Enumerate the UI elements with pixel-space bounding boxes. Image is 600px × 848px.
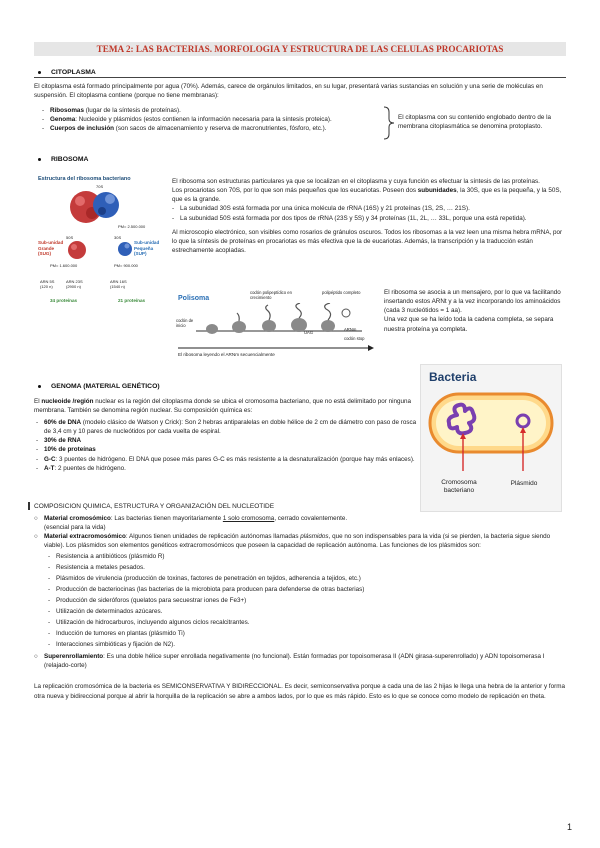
list-item: - A-T: 2 puentes de hidrógeno.	[44, 464, 424, 473]
arn-5s: ARN 5S (120 n)	[40, 279, 55, 289]
material-cromosomico: ○ Material cromosómico: Las bacterias tienen mayoritariamente 1 solo cromosoma, cerrado covalentemente.	[34, 515, 348, 522]
citoplasma-heading: CITOPLASMA	[51, 69, 96, 76]
list-item: - Utilización de determinados azúcares.	[56, 606, 566, 617]
polisoma-title: Polisoma	[178, 295, 210, 302]
citoplasma-intro: El citoplasma está formado principalmente por agua (70%). Además, carece de orgánulos limitados, en su lugar, presentará varias sustancias en solución y una serie de moléculas en suspensión. El citoplasma contiene (porque no tiene membranas):	[34, 83, 543, 100]
list-item: - Genoma: Nucleoide y plásmidos (estos contienen la información necesaria para la síntesis proteica).	[50, 115, 390, 124]
bacteria-figure	[420, 364, 562, 512]
cromosoma-label: Cromosoma bacteriano	[441, 479, 477, 494]
ribosoma-para2: Los procariotas son 70S, por lo que son más pequeños que los eucariotas. Poseen dos subunidades, la 30S, que es la pequeña, y la 50S, que es la grande.	[172, 187, 562, 204]
bacteria-title: Bacteria	[429, 370, 477, 384]
list-item: - Ribosomas (lugar de la síntesis de proteínas).	[50, 106, 390, 115]
polisoma-label: codón stop	[344, 336, 365, 341]
list-item: - La subunidad 30S está formada por una única molécula de rRNA (16S) y 21 proteínas (1S, 2S, … 21S).	[180, 204, 568, 213]
list-item: - Inducción de tumores en plantas (plásmido Ti)	[56, 628, 566, 639]
ribosome-70s-icon	[66, 185, 126, 227]
bacteria-cell-icon	[427, 391, 555, 477]
page-number: 1	[566, 821, 572, 832]
list-item: - Resistencia a antibióticos (plásmido R)	[56, 551, 566, 562]
arn-16s: ARN 16S (1540 n)	[110, 279, 127, 289]
replicacion-paragraph: La replicación cromosómica de la bacteria es SEMICONSERVATIVA Y BIDIRECCIONAL. Es decir, semiconservativa porque a cada una de las 2 hijas le llega una hebra de la anterior y forma otra nueva y bidireccional porque al abrir la horquilla de la replicación se abre a ambos lados, por lo que es más rápido. Esto es lo que se conoce como modelo de replicación en theta.	[34, 682, 565, 700]
list-item: - Cuerpos de inclusión (son sacos de almacenamiento y reserva de macronutrientes, fósforo, etc.).	[50, 124, 390, 133]
label-70s: 70S	[96, 184, 104, 189]
arrow-icon	[176, 345, 376, 351]
list-item: - 10% de proteínas	[44, 445, 424, 454]
sup-icon	[116, 240, 134, 258]
polisoma-label: polipéptido completo	[322, 290, 361, 295]
list-item: - Utilización de hidrocarburos, incluyendo algunos ciclos recalcitrantes.	[56, 617, 566, 628]
list-item: - G-C: 3 puentes de hidrógeno. El DNA que posee más pares G-C es más resistente a la desnaturalización (porque hay más enlaces).	[44, 455, 424, 464]
ribosoma-para3: Al microscopio electrónico, son visibles como rosarios de gránulos oscuros. Todos los ribosomas a la vez leen una misma hebra mRNA, por lo que la síntesis de proteínas en procariotas es más efectiva que la de eucariotas. Además, la transcripción y la traducción están estrechamente acopladas.	[172, 228, 563, 254]
polisoma-label: codón polipeptídico en crecimiento	[250, 290, 292, 300]
circle-bullet-icon: ○	[34, 652, 38, 660]
material-extracromosomico: ○ Material extracromosómico: Algunos tienen unidades de replicación autónomas llamadas plásmidos, que no son indispensables para la vida (si se pierden, la bacteria sigue siendo viable). Los plásmidos son elementos genéticos extracromosómicos que poseen la capacidad de replicación autónoma. Las funciones de los plásmidos son:	[34, 533, 551, 550]
circle-bullet-icon: ○	[34, 533, 38, 541]
margin-marker	[28, 502, 30, 510]
section-divider	[34, 77, 566, 78]
composicion-body	[34, 514, 566, 701]
bullet-icon	[38, 385, 41, 388]
list-item: - Plásmidos de virulencia (producción de toxinas, factores de penetración en tejidos, adherencia a tejidos, etc.)	[56, 573, 566, 584]
plasmid-functions-list	[34, 551, 566, 650]
genoma-list	[44, 418, 424, 473]
proteins-30s: 21 proteínas	[118, 298, 146, 303]
genoma-intro: El nucleoide /región nuclear es la región del citoplasma donde se ubica el cromosoma bacteriano, que no está delimitado por ninguna membrana. También se denomina región nuclear. Su composición química es:	[34, 398, 411, 415]
ribosome-figure	[36, 176, 166, 308]
subunit-list	[172, 204, 568, 222]
list-item: - 30% de RNA	[44, 436, 424, 445]
arn-23s: ARN 23S (2900 n)	[66, 279, 83, 289]
polisoma-label: UAG	[304, 330, 314, 335]
label-30s: 30S	[114, 235, 122, 240]
sug-icon	[66, 240, 88, 260]
list-item: - Resistencia a metales pesados.	[56, 562, 566, 573]
pm-sug: PM= 1.600.000	[50, 263, 78, 268]
genoma-heading: GENOMA (MATERIAL GENÉTICO)	[51, 383, 160, 390]
polisoma-label: codón de inicio	[176, 318, 194, 328]
label-50s: 50S	[66, 235, 74, 240]
genoma-heading-row	[34, 382, 160, 392]
pm-sup: PM= 900.000	[114, 263, 138, 268]
figure-title: Estructura del ribosoma bacteriano	[38, 176, 131, 182]
brace-icon	[382, 106, 396, 140]
ribosoma-para1: El ribosoma son estructuras particulares ya que se localizan en el citoplasma y cuya función es efectuar la síntesis de las proteínas.	[172, 178, 540, 185]
ribosoma-heading-row	[34, 155, 88, 165]
composicion-heading: COMPOSICION QUIMICA, ESTRUCTURA Y ORGANIZACIÓN DEL NUCLEOTIDE	[34, 503, 275, 510]
bullet-icon	[38, 71, 41, 74]
polisoma-caption: El ribosoma leyendo el ARNm secuencialmente	[178, 352, 275, 357]
polisoma-diagram-icon	[194, 303, 364, 341]
pm-total: PM= 2.500.000	[118, 224, 146, 229]
circle-bullet-icon: ○	[34, 515, 38, 522]
sup-label: Sub-unidad Pequeña (SUP)	[134, 240, 160, 256]
ribosoma-heading: RIBOSOMA	[51, 156, 89, 163]
bullet-icon	[38, 158, 41, 161]
polisoma-figure	[172, 289, 380, 363]
proteins-50s: 34 proteínas	[50, 298, 78, 303]
material-cromosomico-note: (esencial para la vida)	[44, 524, 106, 532]
polisoma-side-para: Una vez que se ha leído toda la cadena completa, se separa nuestra proteína ya completa.	[384, 316, 554, 333]
list-item: - Interacciones simbióticas y fijación de N2).	[56, 639, 566, 650]
plasmido-label: Plásmido	[510, 480, 538, 487]
list-item: - La subunidad 50S está formada por dos tipos de rRNA (23S y 5S) y 34 proteínas (1L, 2L, … 33L, porque una está repetida).	[180, 214, 568, 223]
polisoma-side-text	[384, 288, 568, 334]
polisoma-side-para: El ribosoma se asocia a un mensajero, por lo que va facilitando insertando estos ARNt y a la vez incorporando los aminoácidos (cada 3 nucleótidos = 1 aa).	[384, 289, 561, 315]
ribosoma-text	[172, 177, 568, 255]
protoplasto-note: El citoplasma con su contenido englobado dentro de la membrana citoplasmática se denomina protoplasto.	[398, 114, 551, 131]
sug-label: Sub-unidad Grande (SUG)	[38, 240, 64, 256]
list-item: - Producción de bacteriocinas (las bacterias de la microbiota para producen para defenderse de otras bacterias)	[56, 584, 566, 595]
superenrollamiento: ○ Superenrollamiento: Es una doble hélice super enrollada negativamente (no funcional). Están formadas por topoisomerasa II (ADN girasa-superenrollado) y ADN topoisomerasa I (relajado-corte)	[34, 652, 545, 669]
polisoma-label: ARNm	[344, 327, 357, 332]
citoplasma-list	[50, 106, 390, 133]
list-item: - 60% de DNA (modelo clásico de Watson y Crick): Son 2 hebras antiparalelas en doble hélice de 2 cm de diámetro con paso de rosca de 3,4 cm y 10 pares de nucleótidos por cada vuelta de espiral.	[44, 418, 424, 436]
list-item: - Producción de sideróforos (quelatos para secuestrar iones de Fe3+)	[56, 595, 566, 606]
page-title: TEMA 2: LAS BACTERIAS. MORFOLOGIA Y ESTRUCTURA DE LAS CELULAS PROCARIOTAS	[34, 42, 566, 56]
